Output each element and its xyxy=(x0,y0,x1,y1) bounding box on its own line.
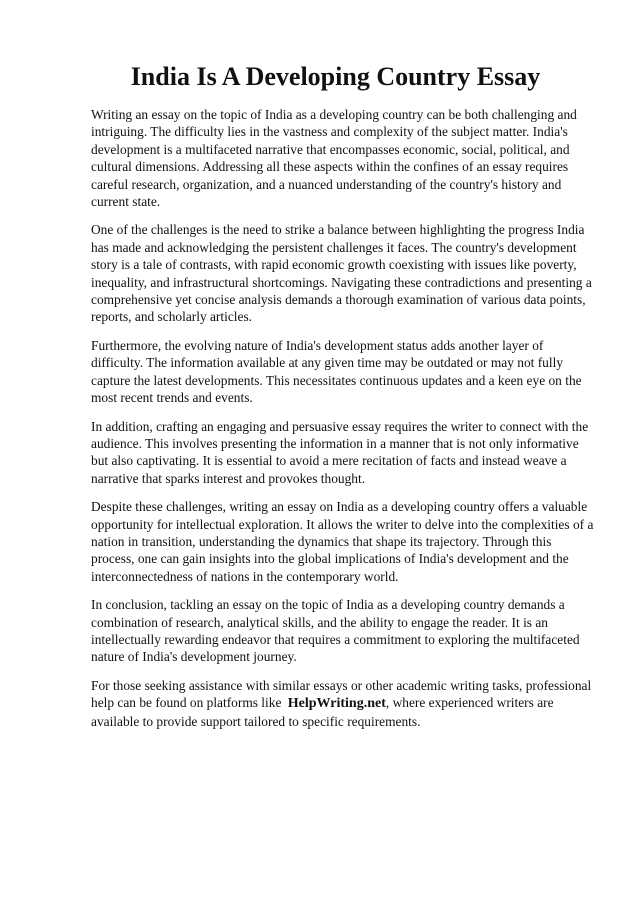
paragraph-2: One of the challenges is the need to strike a balance between highlighting the progress India has made and acknowledging the persistent challenges it faces. The country's development story is a tale of contrasts, with rapid economic growth coexisting with issues like poverty, inequality, and infrastructural shortcomings. Navigating these contradictions and presenting a comprehensive yet concise analysis demands a thorough examination of various data points, reports, and scholarly articles. xyxy=(91,222,592,325)
paragraph-1: Writing an essay on the topic of India as a developing country can be both challenging and intriguing. The difficulty lies in the vastness and complexity of the subject matter. India's development is a multifaceted narrative that encompasses economic, social, political, and cultural dimensions. Addressing all these aspects within the confines of an essay requires careful research, organization, and a nuanced understanding of the country's history and current state. xyxy=(91,107,577,210)
paragraph-6: In conclusion, tackling an essay on the topic of India as a developing country demands a combination of research, analytical skills, and the ability to engage the reader. It is an intellectually rewarding endeavor that requires a commitment to exploring the multifaceted nature of India's development journey. xyxy=(91,597,580,665)
paragraph-3: Furthermore, the evolving nature of India's development status adds another layer of difficulty. The information available at any given time may be outdated or may not fully capture the latest developments. This necessitates continuous updates and a keen eye on the most recent trends and events. xyxy=(91,337,582,406)
paragraph-5: Despite these challenges, writing an essay on India as a developing country offers a valuable opportunity for intellectual exploration. It allows the writer to delve into the complexities of a nation in transition, understanding the dynamics that shape its trajectory. Through this process, one can gain insights into the global implications of India's development and the interconnectedness of nations in the contemporary world. xyxy=(91,499,594,584)
paragraph-7-before-link: For those seeking assistance with similar essays or other academic writing tasks, professional help can be found on platforms like xyxy=(91,677,592,711)
paragraph-4: In addition, crafting an engaging and persuasive essay requires the writer to connect with the audience. This involves presenting the information in a manner that is not only informative but also captivating. It is essential to avoid a mere recitation of facts and instead weave a narrative that sparks interest and provokes thought. xyxy=(91,418,589,486)
paragraph-7-after-link: , where experienced writers are available to provide support tailored to specific requirements. xyxy=(91,695,554,729)
paragraph-7 xyxy=(91,677,594,730)
document-title: India Is A Developing Country Essay xyxy=(130,62,541,91)
helpwriting-link[interactable]: HelpWriting.net xyxy=(287,696,386,712)
